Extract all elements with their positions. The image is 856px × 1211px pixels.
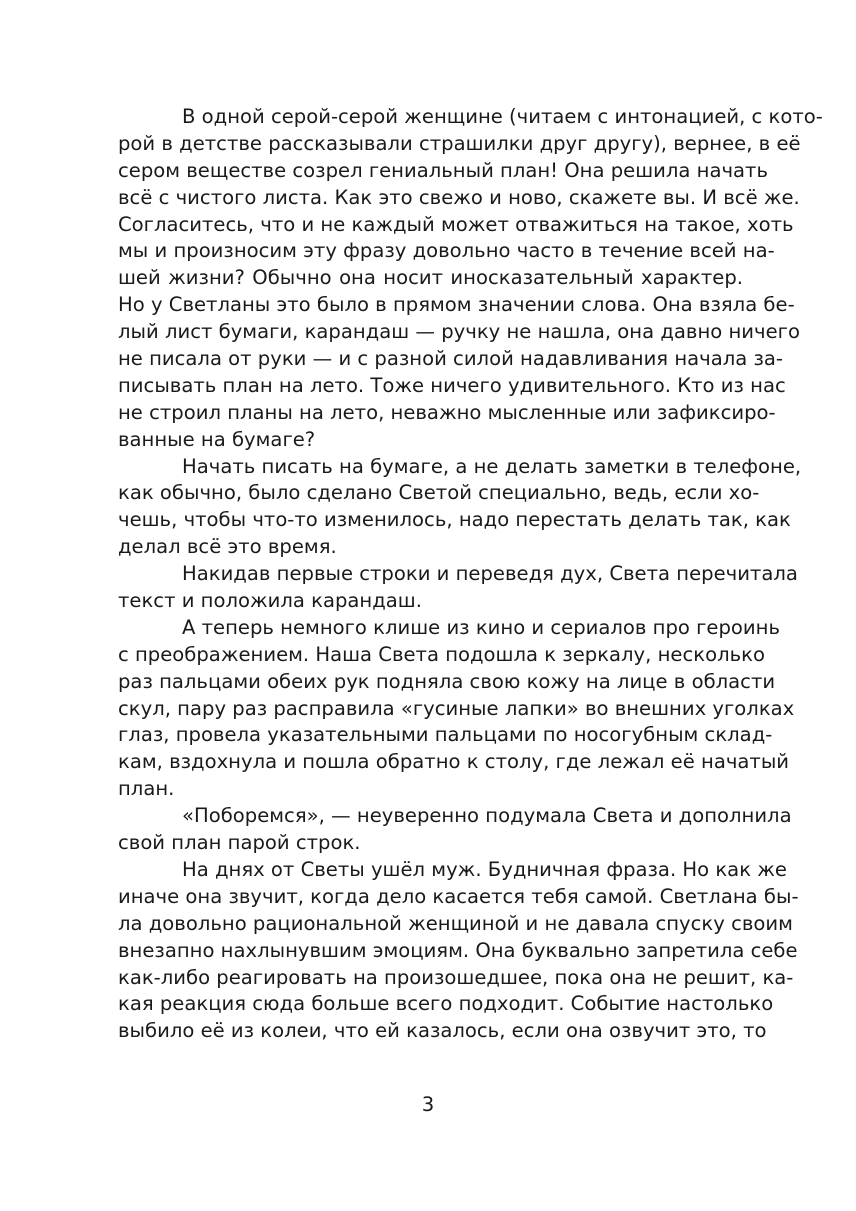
- paragraph: [118, 615, 795, 803]
- text-line: раз пальцами обеих рук подняла свою кожу на лице в области: [118, 669, 776, 693]
- text-line: мы и произносим эту фразу довольно часто в течение всей на-: [118, 239, 775, 263]
- page-text: [118, 104, 823, 1045]
- text-line: глаз, провела указательными пальцами по носогубным склад-: [118, 723, 773, 747]
- text-line: «Поборемся», — неуверенно подумала Света и дополнила: [182, 804, 792, 828]
- text-line: иначе она звучит, когда дело касается тебя самой. Светлана бы-: [118, 884, 799, 908]
- text-line: лый лист бумаги, карандаш — ручку не нашла, она давно ничего: [118, 320, 800, 344]
- text-line: На днях от Светы ушёл муж. Будничная фраза. Но как же: [182, 857, 787, 881]
- text-line: Накидав первые строки и переведя дух, Света перечитала: [182, 562, 798, 586]
- text-line: внезапно нахлынувшим эмоциям. Она буквально запретила себе: [118, 938, 798, 962]
- text-line: Но у Светланы это было в прямом значении слова. Она взяла бе-: [118, 293, 795, 317]
- text-line: выбило её из колеи, что ей казалось, если она озвучит это, то: [118, 1019, 767, 1043]
- paragraph: [118, 454, 802, 562]
- paragraph: [118, 104, 823, 454]
- text-line: с преображением. Наша Света подошла к зеркалу, несколько: [118, 642, 765, 666]
- text-line: не писала от руки — и с разной силой надавливания начала за-: [118, 347, 783, 371]
- text-line: план.: [118, 777, 175, 801]
- text-line: кая реакция сюда больше всего подходит. Событие настолько: [118, 992, 774, 1016]
- text-line: как-либо реагировать на произошедшее, пока она не решит, ка-: [118, 965, 794, 989]
- text-line: не строил планы на лето, неважно мысленные или зафиксиро-: [118, 400, 776, 424]
- text-line: шей жизни? Обычно она носит иносказательный характер.: [118, 266, 743, 290]
- paragraph: [118, 803, 792, 857]
- paragraph: [118, 857, 799, 1045]
- text-line: рой в детстве рассказывали страшилки друг другу), вернее, в её: [118, 131, 801, 155]
- text-line: сером веществе созрел гениальный план! Она решила начать: [118, 158, 769, 182]
- text-line: В одной серой-серой женщине (читаем с интонацией, с кото-: [182, 105, 823, 128]
- text-line: писывать план на лето. Тоже ничего удивительного. Кто из нас: [118, 373, 786, 397]
- text-line: текст и положила карандаш.: [118, 589, 422, 613]
- text-line: Начать писать на бумаге, а не делать заметки в телефоне,: [182, 454, 802, 478]
- text-line: А теперь немного клише из кино и сериалов про героинь: [182, 615, 781, 639]
- paragraph: [118, 561, 798, 615]
- text-line: ванные на бумаге?: [118, 427, 316, 451]
- text-line: ла довольно рациональной женщиной и не давала спуску своим: [118, 911, 793, 935]
- text-line: Согласитесь, что и не каждый может отважиться на такое, хоть: [118, 212, 794, 236]
- text-line: кам, вздохнула и пошла обратно к столу, где лежал её начатый: [118, 750, 790, 774]
- text-line: чешь, чтобы что-то изменилось, надо перестать делать так, как: [118, 508, 791, 532]
- page-number: 3: [421, 1093, 435, 1116]
- text-line: как обычно, было сделано Светой специально, ведь, если хо-: [118, 481, 760, 505]
- text-line: всё с чистого листа. Как это свежо и ново, скажете вы. И всё же.: [118, 185, 800, 209]
- text-line: делал всё это время.: [118, 535, 337, 559]
- text-line: свой план парой строк.: [118, 831, 361, 855]
- text-line: скул, пару раз расправила «гусиные лапки» во внешних уголках: [118, 696, 795, 720]
